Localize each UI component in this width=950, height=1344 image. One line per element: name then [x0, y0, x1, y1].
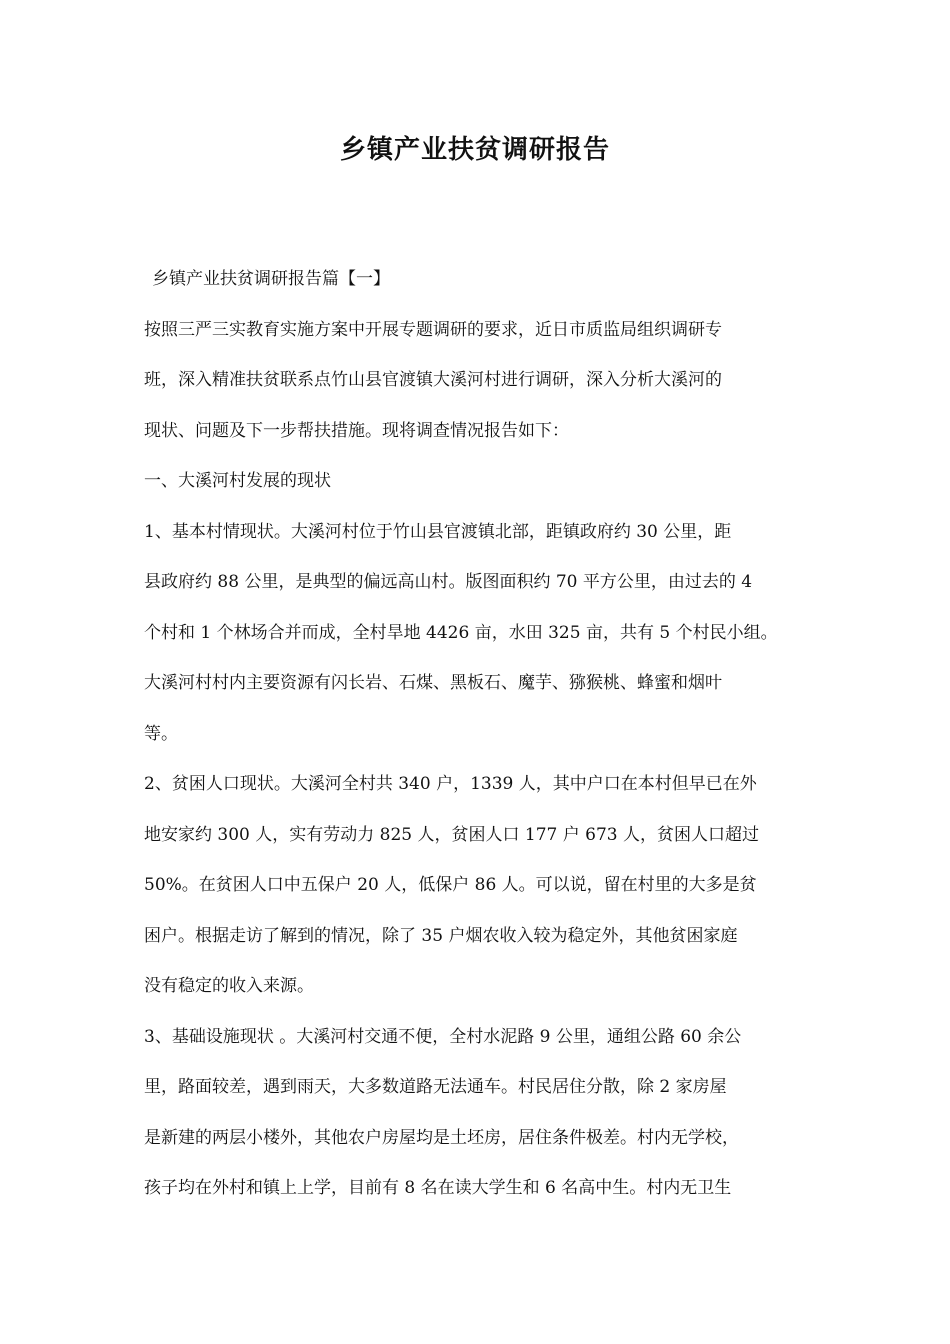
text-line: 孩子均在外村和镇上上学，目前有 8 名在读大学生和 6 名高中生。村内无卫生	[144, 1178, 732, 1198]
section-subheading: 乡镇产业扶贫调研报告篇【一】	[152, 269, 390, 289]
text-line: 1、基本村情现状。大溪河村位于竹山县官渡镇北部，距镇政府约 30 公里，距	[144, 521, 732, 542]
text-line: 里，路面较差，遇到雨天，大多数道路无法通车。村民居住分散，除 2 家房屋	[144, 1077, 727, 1097]
text-line: 地安家约 300 人，实有劳动力 825 人，贫困人口 177 户 673 人，贫困人口超过	[144, 824, 760, 845]
text-line: 个村和 1 个林场合并而成，全村旱地 4426 亩，水田 325 亩，共有 5 个村民小组。	[144, 622, 778, 643]
text-line: 等。	[144, 723, 178, 744]
text-line: 现状、问题及下一步帮扶措施。现将调查情况报告如下：	[144, 420, 569, 441]
text-line: 县政府约 88 公里，是典型的偏远高山村。版图面积约 70 平方公里，由过去的 4	[144, 572, 753, 592]
text-line: 班，深入精准扶贫联系点竹山县官渡镇大溪河村进行调研，深入分析大溪河的	[144, 370, 722, 390]
text-line: 2、贫困人口现状。大溪河全村共 340 户，1339 人，其中户口在本村但早已在外	[144, 774, 757, 794]
document-title: 乡镇产业扶贫调研报告	[339, 135, 610, 165]
text-line: 按照三严三实教育实施方案中开展专题调研的要求，近日市质监局组织调研专	[144, 319, 722, 340]
document-body	[144, 254, 814, 1214]
text-line: 是新建的两层小楼外，其他农户房屋均是土坯房，居住条件极差。村内无学校，	[144, 1127, 739, 1148]
text-line: 没有稳定的收入来源。	[144, 976, 314, 996]
text-line: 3、基础设施现状 。大溪河村交通不便，全村水泥路 9 公里，通组公路 60 余公	[144, 1026, 742, 1047]
text-line: 大溪河村村内主要资源有闪长岩、石煤、黑板石、魔芋、猕猴桃、蜂蜜和烟叶	[144, 673, 722, 693]
text-line: 困户。根据走访了解到的情况，除了 35 户烟农收入较为稳定外，其他贫困家庭	[144, 925, 738, 946]
text-line: 50%。在贫困人口中五保户 20 人，低保户 86 人。可以说，留在村里的大多是贫	[144, 875, 757, 895]
section-heading: 一、大溪河村发展的现状	[144, 471, 331, 491]
